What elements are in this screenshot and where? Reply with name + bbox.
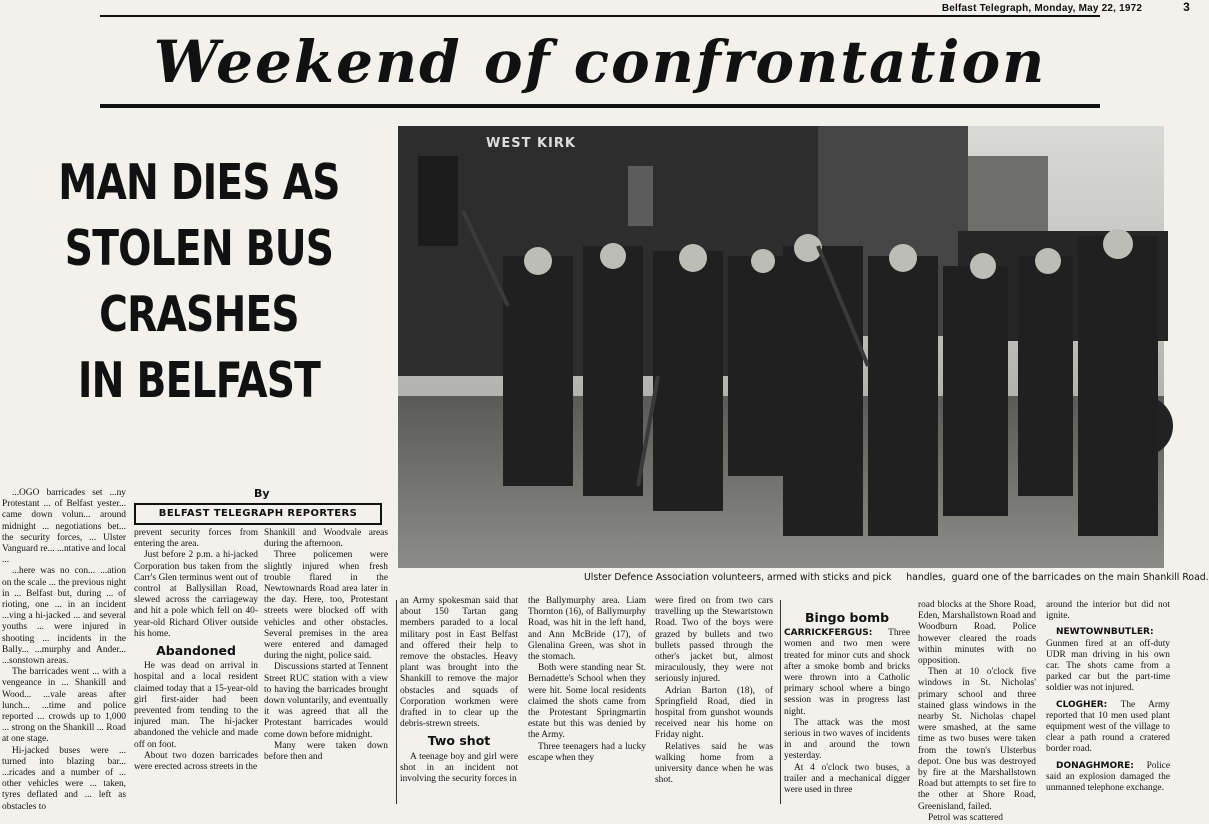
col1-para-2: ...here was no con... ...ation on the scale ... the previous night in ... Belfast but, during ... of rioting, one ... in an incident ...ving a hi-jacked ... and several youths ... were injured in shooting ... incidents in the Bally... ...murphy and Ander... ...sonstown areas. [2,566,126,667]
dateline-newtownbutler: NEWTOWNBUTLER: [1056,627,1154,638]
col3-para-1: Shankill and Woodvale areas during the afternoon. [264,528,388,550]
col3-para-2: Three policemen were slightly injured when fresh trouble flared in the Newtownards Road area later in the day. Here, too, Protestant streets were blocked off with vehicles and other obstacles. Several premises in the area were entered and damaged during the night, police said. [264,550,388,662]
article-column-4 [400,596,518,804]
article-column-1 [2,488,126,812]
col2-para-2: Just before 2 p.m. a hi-jacked Corporation bus taken from the Carr's Glen terminus went out of control at Ballysillan Road, slewed across the carriageway and hit a pole which fell on 40-year-old Richard Oliver outside his home. [134,550,258,639]
col2-para-4: About two dozen barricades were erected across streets in the [134,750,258,773]
col5-para-3: Three teenagers had a lucky escape when they [528,741,646,763]
col2-para-1: prevent security forces from entering the area. [134,528,258,550]
column-divider [396,600,397,804]
col8-para-3: Petrol was scattered [928,812,1003,823]
column-divider [780,600,781,804]
article-column-9 [1046,600,1170,804]
banner-title: Weekend of confrontation [153,28,1047,96]
dateline-donaghmore: DONAGHMORE: [1056,760,1134,771]
byline-name: BELFAST TELEGRAPH REPORTERS [158,508,358,519]
top-rule [100,15,1100,17]
col8-para-2: Then at 10 o'clock five windows in St. Nicholas' primary school and three stained glass windows in the nearby St. Nicholas chapel were smashed, at the same time as two buses were taken from the town's Ulsterbus depot. One bus was destroyed by fire at the Marshallstown Road but attempts to set fire to the other at Shore Road, Greenisland, failed. [918,667,1036,812]
page-number: 3 [1183,0,1190,14]
byline-by: By [254,487,270,500]
col7-para-2: The attack was the most serious in two waves of incidents in and around the town yesterday. [784,717,910,762]
subhead-abandoned: Abandoned [156,643,236,659]
col7-text-1: Three women and two men were treated for minor cuts and shock after a smoke bomb and bricks were thrown into a Catholic primary school where a bingo session was in progress last night. [784,628,910,717]
headline-line-4: IN BELFAST [77,352,321,409]
donaghmore-text: Police said an explosion damaged the unmanned telephone exchange. [1046,760,1170,794]
col9-para-newtownbutler [1046,627,1170,694]
col9-para-donaghmore [1046,761,1170,795]
article-column-8 [918,600,1036,823]
col7-para-3: At 4 o'clock two buses, a trailer and a mechanical digger were used in three [784,762,910,796]
col6-para-2: Adrian Barton (18), of Springfield Road, died in hospital from gunshot wounds received near his home on Friday night. [655,685,773,741]
col1-para-3: The barricades went ... with a vengeance in ... Shankill and Wood... ...vale areas after lunch... ...time and police reported ... crowds up to 1,000 ... strong on the Shankill ... Road at one stage. [2,667,126,745]
col3-para-3: Discussions started at Tennent Street RUC station with a view to having the barricades brought down voluntarily, and eventually it was agreed that all the Protestant barricades would come down before midnight. [264,662,388,740]
news-photo [398,126,1164,568]
dateline-carrickfergus: CARRICKFERGUS: [784,628,873,639]
subhead-two-shot: Two shot [427,733,491,749]
article-column-3 [264,528,388,804]
byline-box [134,503,382,525]
col5-para-2: Both were standing near St. Bernadette's School when they were hit. Some local residents claimed the shots came from the Protestant Springmartin estate but this was denied by the Army. [528,663,646,741]
newtownbutler-text: Gunmen fired at an off-duty UDR man driving in his own car. The shots came from a parked car but the part-time soldier was not injured. [1046,638,1170,694]
dateline-clogher: CLOGHER: [1056,699,1108,710]
col6-para-3: Relatives said he was walking home from a university dance when he was shot. [655,741,773,786]
col9-para-clogher [1046,700,1170,756]
main-headline [45,150,354,414]
headline-line-2: STOLEN BUS [64,220,334,277]
article-column-7 [784,600,910,804]
col9-para-1: around the interior but did not ignite. [1046,600,1170,622]
photo-illustration [398,126,1164,568]
banner-rule [100,104,1100,108]
headline-line-1: MAN DIES AS [58,154,340,211]
col4-para-2: A teenage boy and girl were shot in an incident not involving the security forces in [400,751,518,785]
col3-para-4: Many were taken down before then and [264,740,388,763]
col1-para-4: Hi-jacked buses were ... turned into blazing bar... ...ricades and a number of ... other vehicles were ... taken, tyres deflated and ... left as obstacles to [2,745,126,812]
col4-para-1: an Army spokesman said that about 150 Tartan gang members paraded to a local military post in East Belfast and offered their help to remove the obstacles. Heavy plant was brought into the Shankill to remove the major obstacles and squads of Corporation workmen were drafted in to clear up the debris-strewn streets. [400,596,518,730]
col5-para-1: the Ballymurphy area. Liam Thornton (16), of Ballymurphy Road, was hit in the left hand, and Ann McBride (17), of Glenalina Green, was shot in the stomach. [528,596,646,663]
photo-caption: Ulster Defence Association volunteers, armed with sticks and pick handles, guard one of the barricades on the main Shankill Road. [584,572,1209,583]
col8-para-1: road blocks at the Shore Road, Eden, Marshallstown Road and Woodburn Road. Police however cleared the roads within minutes with no opposition. [918,600,1036,667]
masthead [942,0,1190,14]
clogher-text: The Army reported that 10 men used plant equipment west of the village to clear a path round a cratered border road. [1046,699,1170,755]
article-column-6 [655,596,773,804]
col6-para-1: were fired on from two cars travelling up the Stewartstown Road. Two of the boys were grazed by bullets and two bullets passed through the other's jacket but, almost miraculously, they were not seriously injured. [655,596,773,685]
article-column-5 [528,596,646,804]
west-kirk-sign: WEST KIRK [486,136,576,151]
headline-line-3: CRASHES [99,286,299,343]
col7-para-1 [784,628,910,718]
masthead-line: Belfast Telegraph, Monday, May 22, 1972 [941,3,1143,14]
col2-para-3: He was dead on arrival in hospital and a local resident claimed today that a 15-year-old girl first-aider had been prevented from tending to the injured man. The hi-jacker abandoned the vehicle and made off on foot. [134,661,258,750]
subhead-bingo-bomb: Bingo bomb [804,610,890,625]
article-column-2 [134,528,258,804]
col1-para-1: ...OGO barricades set ...ny Protestant ... of Belfast yester... came down volun... around midnight ... negotiations bet... the security forces, ... Ulster Vanguard re... ...ntative and local ... [2,488,126,566]
